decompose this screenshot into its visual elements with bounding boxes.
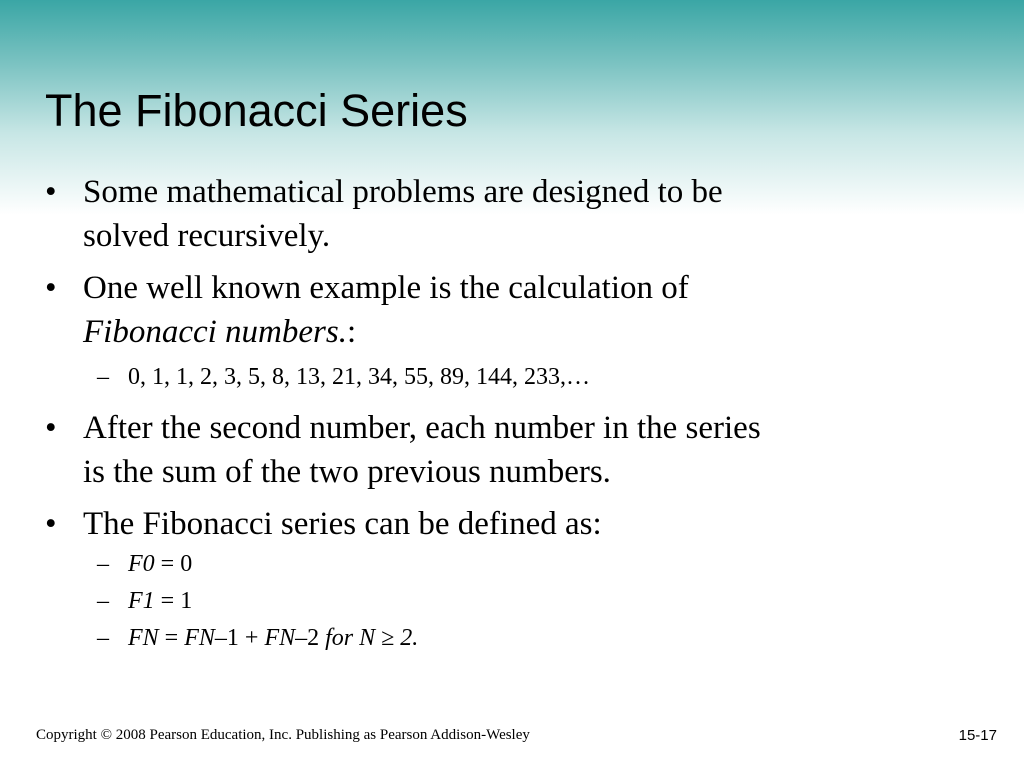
definition-text: FN = FN–1 + FN–2 for N ≥ 2. (128, 625, 419, 651)
bullet-text: The Fibonacci series can be defined as: (83, 506, 602, 542)
definition-text: F0 = 0 (128, 551, 193, 577)
bullet-icon: • (45, 506, 57, 542)
bullet-text: is the sum of the two previous numbers. (83, 454, 611, 490)
bullet-text: One well known example is the calculation of (83, 270, 689, 306)
bullet-text: solved recursively. (83, 218, 331, 254)
slide-title: The Fibonacci Series (45, 85, 468, 136)
copyright-footer: Copyright © 2008 Pearson Education, Inc. Publishing as Pearson Addison-Wesley (36, 727, 530, 743)
fibonacci-numbers-term: Fibonacci numbers. (83, 314, 347, 350)
dash-icon: – (97, 588, 109, 614)
dash-icon: – (97, 625, 109, 651)
bullet-icon: • (45, 410, 57, 446)
slide-number: 15-17 (958, 727, 997, 744)
bullet-icon: • (45, 270, 57, 306)
bullet-text: Some mathematical problems are designed to be (83, 174, 723, 210)
variable-f1: F1 (128, 588, 155, 614)
bullet-text: After the second number, each number in the series (83, 410, 761, 446)
definition-text: F1 = 1 (128, 588, 193, 614)
dash-icon: – (97, 551, 109, 577)
bullet-icon: • (45, 174, 57, 210)
fibonacci-sequence: 0, 1, 1, 2, 3, 5, 8, 13, 21, 34, 55, 89, 144, 233,… (128, 364, 590, 390)
bullet-text (83, 310, 923, 354)
variable-f0: F0 (128, 551, 155, 577)
bullet-text-colon: : (346, 314, 357, 350)
dash-icon: – (97, 364, 109, 390)
